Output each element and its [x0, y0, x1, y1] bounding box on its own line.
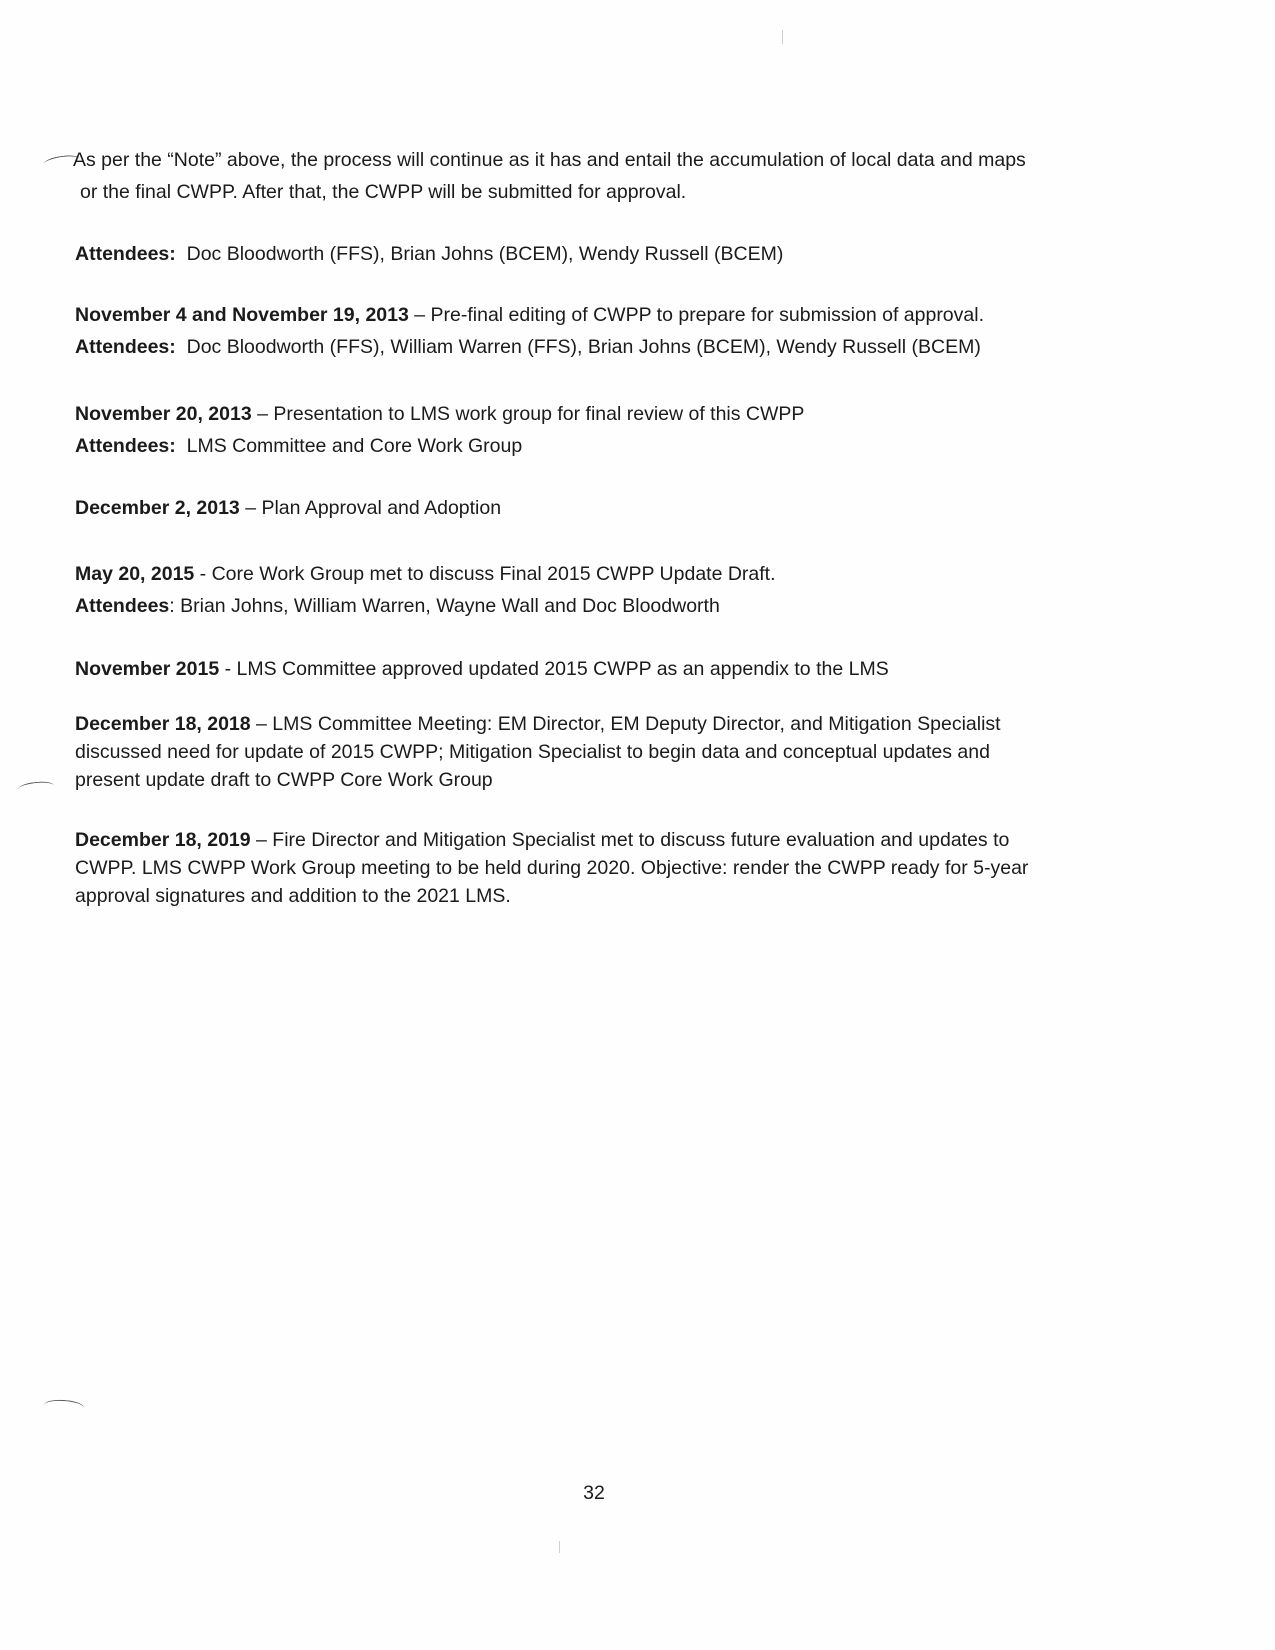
entry-date: November 20, 2013 [75, 403, 252, 425]
attendees-label: Attendees: [75, 435, 176, 457]
attendees-label: Attendees [75, 595, 170, 617]
entry-text: – LMS Committee Meeting: EM Director, EM Deputy Director, and Mitigation Specialist [250, 713, 1001, 735]
page-number: 32 [583, 1482, 605, 1504]
intro-line: As per the “Note” above, the process will continue as it has and entail the accumulation of local data and maps [73, 149, 1026, 171]
entry-text-line: approval signatures and addition to the 2021 LMS. [75, 885, 511, 907]
timeline-entry [75, 301, 1115, 361]
entry-date: November 4 and November 19, 2013 [75, 304, 409, 326]
entry-text: – Presentation to LMS work group for final review of this CWPP [251, 403, 805, 425]
scan-mark [18, 780, 55, 795]
attendees-label: Attendees: [75, 243, 176, 265]
entry-date: November 2015 [75, 658, 220, 680]
intro-paragraph [73, 146, 1113, 206]
attendees-text: Doc Bloodworth (FFS), William Warren (FFS), Brian Johns (BCEM), Wendy Russell (BCEM) [175, 336, 981, 358]
timeline-entry [75, 400, 1115, 460]
scan-mark [44, 1399, 85, 1415]
timeline-entry [75, 710, 1115, 794]
entry-text-line: discussed need for update of 2015 CWPP; Mitigation Specialist to begin data and conceptual updates and [75, 741, 990, 763]
entry-date: December 18, 2018 [75, 713, 251, 735]
entry-date: December 2, 2013 [75, 497, 240, 519]
entry-text: - Core Work Group met to discuss Final 2015 CWPP Update Draft. [194, 563, 776, 585]
entry-text: – Plan Approval and Adoption [239, 497, 502, 519]
attendees-text: : Brian Johns, William Warren, Wayne Wall and Doc Bloodworth [169, 595, 720, 617]
entry-date: May 20, 2015 [75, 563, 195, 585]
timeline-entry [75, 826, 1115, 910]
timeline-entry [75, 655, 1115, 683]
scan-speck [782, 30, 783, 44]
timeline-entry [75, 560, 1115, 620]
entry-text: – Fire Director and Mitigation Specialist met to discuss future evaluation and updates to [250, 829, 1010, 851]
entry-date: December 18, 2019 [75, 829, 251, 851]
attendees-text: Doc Bloodworth (FFS), Brian Johns (BCEM), Wendy Russell (BCEM) [175, 243, 784, 265]
entry-text: – Pre-final editing of CWPP to prepare for submission of approval. [408, 304, 985, 326]
entry-text-line: CWPP. LMS CWPP Work Group meeting to be held during 2020. Objective: render the CWPP ready for 5-year [75, 857, 1029, 879]
entry-text: - LMS Committee approved updated 2015 CWPP as an appendix to the LMS [219, 658, 889, 680]
attendees-label: Attendees: [75, 336, 176, 358]
timeline-entry [75, 494, 1115, 522]
entry-text-line: present update draft to CWPP Core Work Group [75, 769, 493, 791]
attendees-text: LMS Committee and Core Work Group [175, 435, 523, 457]
intro-line: or the final CWPP. After that, the CWPP will be submitted for approval. [80, 181, 687, 203]
scan-speck [559, 1541, 560, 1553]
attendees-entry [75, 240, 1115, 268]
